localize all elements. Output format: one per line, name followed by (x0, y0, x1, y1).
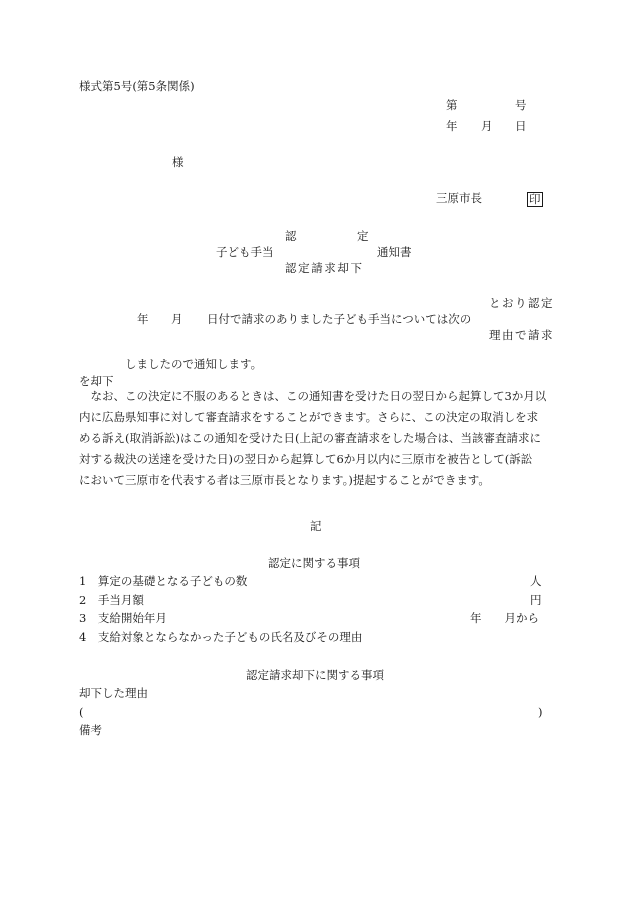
intro-right-top: とおり認定 (489, 296, 554, 310)
addressee-suffix: 様 (172, 155, 184, 169)
intro-continuation: しましたので通知します。 (125, 357, 263, 371)
seal-mark (527, 192, 543, 207)
intro-date-year: 年 (137, 312, 149, 326)
kyakka-open-paren: ( (79, 705, 84, 719)
seal-char: 印 (529, 192, 541, 206)
issuer-name: 三原市長 (436, 191, 482, 205)
appeal-line: なお、この決定に不服のあるときは、この通知書を受けた日の翌日から起算して3か月以 (79, 389, 547, 403)
form-number: 様式第5号(第5条関係) (79, 79, 195, 93)
nintei-item-unit: 人 (530, 574, 542, 588)
date-day: 日 (515, 119, 527, 133)
appeal-line: において三原市を代表する者は三原市長となります。)提起することができます。 (79, 473, 490, 487)
nintei-item-unit: 円 (530, 593, 542, 607)
appeal-line: 対する裁決の送達を受けた日)の翌日から起算して6か月以内に三原市を被告として(訴訟 (79, 452, 533, 466)
nintei-item-label: 2 手当月額 (79, 593, 144, 607)
appeal-notice (79, 386, 553, 491)
intro-body: 日付で請求のありました子ども手当については次の (207, 312, 472, 326)
remarks-label: 備考 (79, 723, 102, 737)
doc-number-suffix: 号 (515, 98, 527, 112)
appeal-line: める訴え(取消訴訟)はこの通知を受けた日(上記の審査請求をした場合は、当該審査請求に (79, 431, 541, 445)
title-nintei: 認 定 (285, 229, 369, 243)
nintei-item-label: 1 算定の基礎となる子どもの数 (79, 574, 248, 588)
ki-heading: 記 (310, 519, 322, 533)
title-tsuchisho: 通知書 (377, 245, 412, 259)
kyakka-close-paren: ) (538, 705, 543, 719)
appeal-line: 内に広島県知事に対して審査請求をすることができます。さらに、この決定の取消しを求 (79, 410, 539, 424)
intro-date-month: 月 (171, 312, 183, 326)
nintei-item-unit: 年 月から (470, 611, 539, 625)
date-month: 月 (481, 119, 493, 133)
date-year: 年 (446, 119, 458, 133)
intro-kyakka-line: を却下 (79, 374, 114, 388)
kyakka-reason-label: 却下した理由 (79, 686, 148, 700)
nintei-item-label: 3 支給開始年月 (79, 611, 167, 625)
title-kodomo-teate: 子ども手当 (216, 245, 274, 259)
doc-number-prefix: 第 (446, 98, 458, 112)
kyakka-section-heading: 認定請求却下に関する事項 (246, 668, 384, 682)
intro-right-bottom: 理由で請求 (489, 328, 554, 342)
title-kyakka: 認定請求却下 (285, 261, 364, 275)
nintei-item-label: 4 支給対象とならなかった子どもの氏名及びその理由 (79, 630, 363, 644)
nintei-section-heading: 認定に関する事項 (268, 556, 360, 570)
